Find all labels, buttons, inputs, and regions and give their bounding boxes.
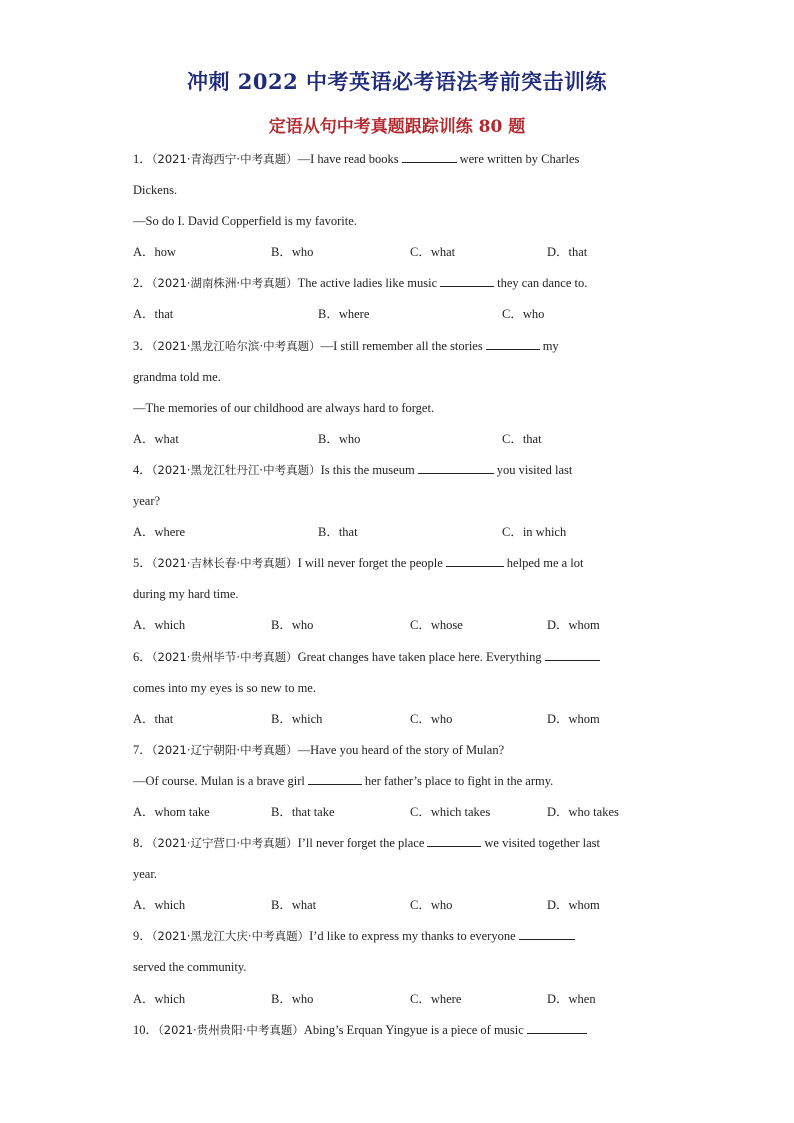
question-5-options bbox=[133, 613, 673, 644]
question-3-options bbox=[133, 427, 673, 458]
answer-blank bbox=[440, 272, 494, 287]
question-number: 10． bbox=[133, 1022, 159, 1037]
question-text: we visited together last bbox=[484, 836, 600, 851]
question-6-stem bbox=[133, 645, 673, 676]
question-text: Is this the museum bbox=[320, 462, 415, 477]
question-text: I’d like to express my thanks to everyone bbox=[309, 929, 516, 944]
option-b: B．who bbox=[271, 618, 314, 633]
question-1-continuation: Dickens. bbox=[133, 183, 178, 198]
question-number: 4． bbox=[133, 462, 152, 477]
answer-blank bbox=[446, 552, 504, 567]
question-number: 2． bbox=[133, 276, 152, 291]
question-7-stem bbox=[133, 738, 673, 769]
question-text: —I still remember all the stories bbox=[320, 338, 483, 353]
question-number: 8． bbox=[133, 836, 152, 851]
question-list bbox=[133, 147, 673, 1049]
question-4-continuation: year? bbox=[133, 494, 161, 509]
question-9-options bbox=[133, 987, 673, 1018]
question-number: 3． bbox=[133, 338, 152, 353]
question-2-options bbox=[133, 302, 673, 333]
question-number: 6． bbox=[133, 649, 152, 664]
option-d: D．who takes bbox=[547, 804, 619, 819]
option-a: A．how bbox=[133, 245, 177, 260]
option-c: C．who bbox=[410, 898, 453, 913]
question-6-options bbox=[133, 707, 673, 738]
option-b: B．who bbox=[271, 991, 314, 1006]
option-c: C．that bbox=[502, 431, 542, 446]
option-c: C．what bbox=[410, 245, 456, 260]
question-text: my bbox=[542, 338, 559, 353]
question-text: you visited last bbox=[496, 462, 573, 477]
question-source: （2021·青海西宁·中考真题） bbox=[151, 152, 298, 166]
option-d: D．when bbox=[547, 991, 596, 1006]
question-text: The active ladies like music bbox=[297, 276, 438, 291]
option-c: C．in which bbox=[502, 525, 567, 540]
question-8-continuation: year. bbox=[133, 867, 157, 882]
question-7-options bbox=[133, 800, 673, 831]
answer-blank bbox=[308, 770, 362, 785]
option-c: C．which takes bbox=[410, 804, 491, 819]
option-b: B．who bbox=[318, 431, 361, 446]
option-d: D．that bbox=[547, 245, 588, 260]
option-c: C．whose bbox=[410, 618, 463, 633]
option-a: A．which bbox=[133, 898, 186, 913]
option-b: B．where bbox=[318, 307, 370, 322]
question-source: （2021·吉林长春·中考真题） bbox=[151, 556, 298, 571]
question-source: （2021·黑龙江大庆·中考真题） bbox=[151, 929, 310, 944]
question-10-stem bbox=[133, 1018, 673, 1049]
question-text: they can dance to. bbox=[497, 276, 588, 291]
answer-blank bbox=[418, 459, 494, 474]
question-4-stem bbox=[133, 458, 673, 489]
option-a: A．which bbox=[133, 618, 186, 633]
option-b: B．that bbox=[318, 525, 358, 540]
option-a: A．what bbox=[133, 431, 179, 446]
question-number: 7． bbox=[133, 742, 152, 757]
question-3-stem bbox=[133, 334, 673, 365]
question-number: 5． bbox=[133, 556, 152, 571]
option-b: B．that take bbox=[271, 804, 335, 819]
answer-blank bbox=[545, 646, 600, 661]
question-5-continuation: during my hard time. bbox=[133, 587, 239, 602]
question-9-stem bbox=[133, 924, 673, 955]
option-d: D．whom bbox=[547, 898, 600, 913]
question-source: （2021·贵州毕节·中考真题） bbox=[151, 649, 298, 664]
option-c: C．where bbox=[410, 991, 462, 1006]
question-source: （2021·湖南株洲·中考真题） bbox=[151, 276, 298, 291]
option-a: A．that bbox=[133, 711, 174, 726]
answer-blank bbox=[402, 148, 457, 163]
question-7-reply bbox=[133, 769, 673, 800]
question-text: I’ll never forget the place bbox=[297, 836, 425, 851]
question-2-stem bbox=[133, 271, 673, 302]
option-a: A．that bbox=[133, 307, 174, 322]
question-5-stem bbox=[133, 551, 673, 582]
option-b: B．what bbox=[271, 898, 317, 913]
answer-blank bbox=[519, 925, 575, 940]
answer-blank bbox=[427, 832, 481, 847]
question-3-continuation: grandma told me. bbox=[133, 369, 221, 384]
question-number: 1． bbox=[133, 152, 152, 166]
question-6-continuation: comes into my eyes is so new to me. bbox=[133, 680, 316, 695]
question-4-options bbox=[133, 520, 673, 551]
question-8-options bbox=[133, 893, 673, 924]
question-1-stem bbox=[133, 147, 673, 178]
option-c: C．who bbox=[410, 711, 453, 726]
option-c: C．who bbox=[502, 307, 545, 322]
option-d: D．whom bbox=[547, 618, 600, 633]
option-b: B．who bbox=[271, 245, 314, 260]
page-title: 冲刺 2022 中考英语必考语法考前突击训练 bbox=[186, 69, 608, 94]
question-text: her father’s place to fight in the army. bbox=[364, 773, 554, 788]
option-b: B．which bbox=[271, 711, 323, 726]
question-source: （2021·黑龙江牡丹江·中考真题） bbox=[151, 462, 321, 477]
page-subtitle: 定语从句中考真题跟踪训练 80 题 bbox=[268, 117, 526, 137]
question-source: （2021·辽宁朝阳·中考真题） bbox=[151, 742, 298, 757]
question-text: —Have you heard of the story of Mulan? bbox=[297, 742, 505, 757]
question-9-continuation: served the community. bbox=[133, 960, 247, 975]
question-text: Great changes have taken place here. Everything bbox=[297, 649, 542, 664]
question-1-reply: —So do I. David Copperfield is my favorite. bbox=[133, 214, 357, 229]
question-number: 9． bbox=[133, 929, 152, 944]
option-d: D．whom bbox=[547, 711, 600, 726]
option-a: A．whom take bbox=[133, 804, 210, 819]
question-text: —I have read books bbox=[297, 152, 399, 166]
answer-blank bbox=[527, 1019, 587, 1034]
question-3-reply: —The memories of our childhood are always hard to forget. bbox=[133, 400, 435, 415]
question-text: I will never forget the people bbox=[297, 556, 443, 571]
question-8-stem bbox=[133, 831, 673, 862]
question-text: helped me a lot bbox=[506, 556, 584, 571]
question-1-options bbox=[133, 240, 673, 271]
question-text: were written by Charles bbox=[459, 152, 580, 166]
question-source: （2021·黑龙江哈尔滨·中考真题） bbox=[151, 338, 321, 353]
answer-blank bbox=[486, 335, 540, 350]
question-source: （2021·辽宁营口·中考真题） bbox=[151, 836, 298, 851]
question-text: —Of course. Mulan is a brave girl bbox=[133, 773, 305, 788]
option-a: A．which bbox=[133, 991, 186, 1006]
option-a: A．where bbox=[133, 525, 186, 540]
question-source: （2021·贵州贵阳·中考真题） bbox=[158, 1022, 304, 1037]
question-text: Abing’s Erquan Yingyue is a piece of music bbox=[303, 1022, 524, 1037]
